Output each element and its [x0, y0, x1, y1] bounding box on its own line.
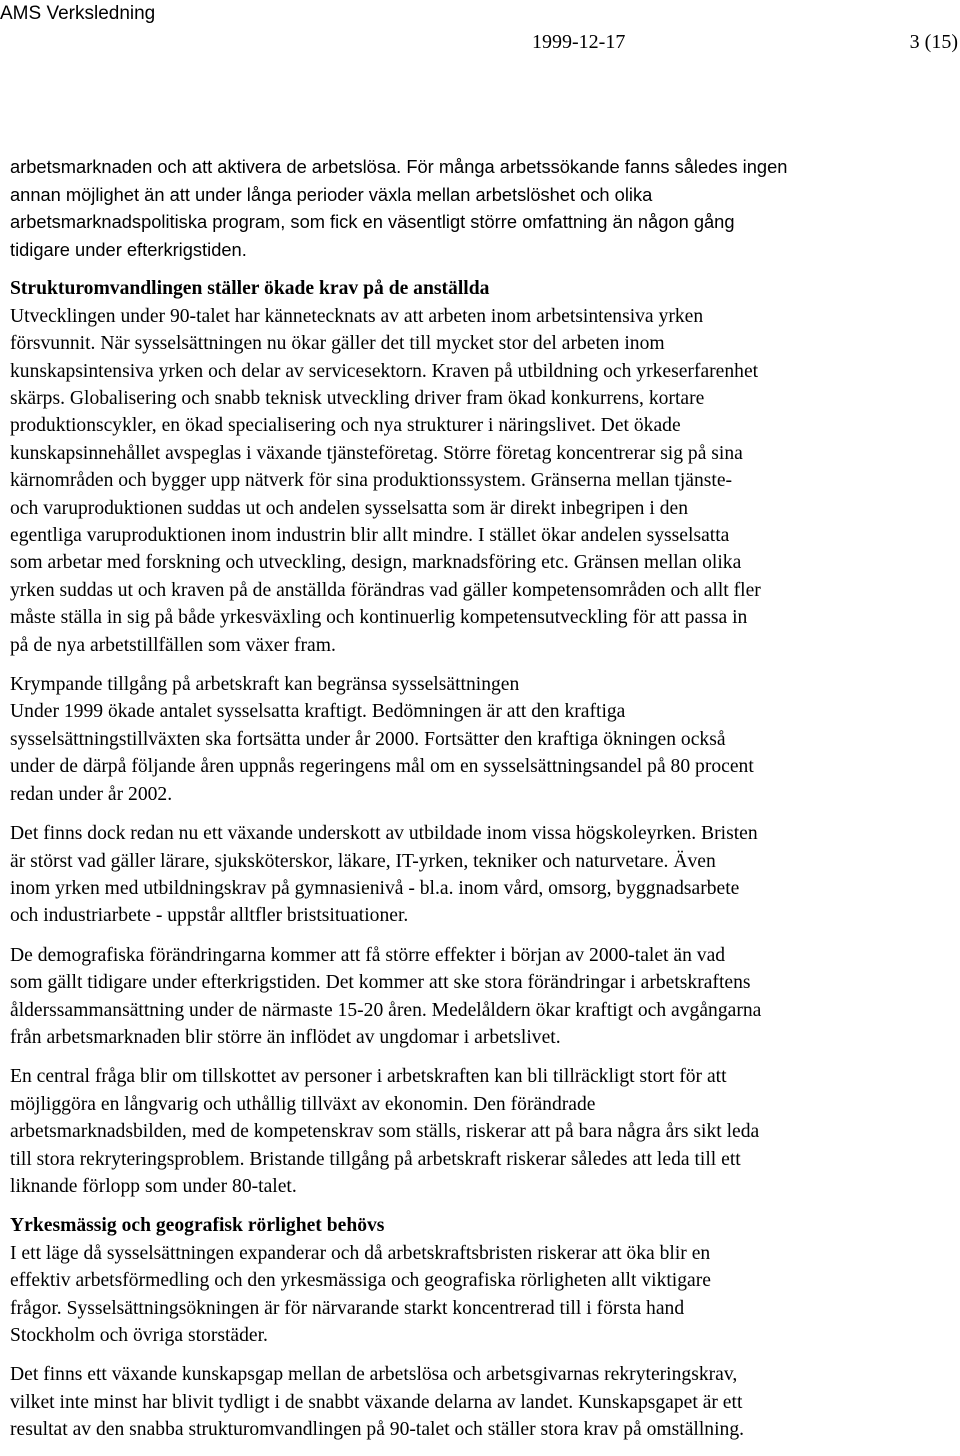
section-heading: Yrkesmässig och geografisk rörlighet behövs [10, 1215, 385, 1237]
text-line: från arbetsmarknaden blir större än inflödet av ungdomar i arbetslivet. [10, 1026, 561, 1048]
text-line: och industriarbete - uppstår alltfler bristsituationer. [10, 905, 409, 927]
text-line: Det finns ett växande kunskapsgap mellan de arbetslösa och arbetsgivarnas rekryteringskrav, [10, 1364, 738, 1386]
text-line: är störst vad gäller lärare, sjuksköterskor, läkare, IT-yrken, tekniker och naturvetare. Även [10, 850, 716, 872]
text-line: vilket inte minst har blivit tydligt i de snabbt växande delarna av landet. Kunskapsgapet är ett [10, 1391, 743, 1413]
text-line: arbetsmarknadspolitiska program, som fick en väsentligt större omfattning än någon gång [10, 211, 735, 233]
text-line: försvunnit. När sysselsättningen nu ökar gäller det till mycket stor del arbeten inom [10, 333, 665, 355]
text-line: möjliggöra en långvarig och uthållig tillväxt av ekonomin. Den förändrade [10, 1093, 596, 1115]
text-line: produktionscykler, en ökad specialisering och nya strukturer i näringslivet. Det ökade [10, 415, 681, 437]
text-line: arbetsmarknadsbilden, med de kompetenskrav som ställs, riskerar att på bara några års sikt leda [10, 1121, 760, 1143]
text-line: Under 1999 ökade antalet sysselsatta kraftigt. Bedömningen är att den kraftiga [10, 701, 626, 723]
text-line: Utvecklingen under 90-talet har kännetecknats av att arbeten inom arbetsintensiva yrken [10, 305, 704, 327]
paragraph-demografiska [10, 942, 950, 1052]
text-line: redan under år 2002. [10, 783, 173, 805]
text-line: måste ställa in sig på både yrkesväxling och kontinuerlig kompetensutveckling för att passa in [10, 607, 748, 629]
header-page-number: 3 (15) [909, 31, 958, 53]
header-date: 1999-12-17 [532, 31, 626, 53]
text-line: skärps. Globalisering och snabb teknisk utveckling driver fram ökad konkurrens, kortare [10, 388, 705, 409]
text-line: till stora rekryteringsproblem. Bristande tillgång på arbetskraft riskerar således att leda till ett [10, 1148, 741, 1170]
text-line: egentliga varuproduktionen inom industrin blir allt mindre. I stället ökar andelen sysselsatta [10, 525, 730, 547]
section-heading: Strukturomvandlingen ställer ökade krav på de anställda [10, 278, 490, 300]
section-krympande-tillgang [10, 671, 950, 808]
text-line: på de nya arbetstillfällen som växer fram. [10, 634, 336, 656]
text-line: De demografiska förändringarna kommer att få större effekter i början av 2000-talet än vad [10, 944, 726, 966]
text-line: arbetsmarknaden och att aktivera de arbetslösa. För många arbetssökande fanns således ingen [10, 156, 788, 177]
text-line: liknande förlopp som under 80-talet. [10, 1175, 297, 1197]
text-line: kunskapsinnehållet avspeglas i växande tjänsteföretag. Större företag koncentrerar sig på sina [10, 442, 743, 464]
text-line: Stockholm och övriga storstäder. [10, 1325, 268, 1346]
text-line: En central fråga blir om tillskottet av personer i arbetskraften kan bli tillräckligt stort för att [10, 1066, 727, 1088]
section-rorlighet [10, 1212, 950, 1349]
text-line: kärnområden och bygger upp nätverk för sina produktionssystem. Gränserna mellan tjänste- [10, 470, 733, 492]
paragraph-underskott [10, 820, 950, 930]
text-line: resultat av den snabba strukturomvandlingen på 90-talet och ställer stora krav på omställning. [10, 1419, 745, 1441]
text-line: kunskapsintensiva yrken och delar av servicesektorn. Kraven på utbildning och yrkeserfarenhet [10, 360, 759, 382]
intro-paragraph [10, 153, 950, 263]
text-line: ålderssammansättning under de närmaste 15-20 åren. Medelåldern ökar kraftigt och avgångarna [10, 999, 762, 1021]
text-line: sysselsättningstillväxten ska fortsätta under år 2000. Fortsätter den kraftiga ökningen också [10, 728, 726, 750]
text-line: inom yrken med utbildningskrav på gymnasienivå - bl.a. inom vård, omsorg, byggnadsarbete [10, 877, 740, 899]
header-organization: AMS Verksledning [0, 3, 156, 24]
text-line: som arbetar med forskning och utveckling, design, marknadsföring etc. Gränsen mellan olika [10, 552, 742, 574]
text-line: frågor. Sysselsättningsökningen är för närvarande starkt koncentrerad till i första hand [10, 1297, 685, 1319]
paragraph-kunskapsgap [10, 1361, 950, 1443]
text-line: och varuproduktionen suddas ut och andelen sysselsatta som är direkt inbegripen i den [10, 497, 688, 519]
text-line: tidigare under efterkrigstiden. [10, 238, 247, 260]
text-line: I ett läge då sysselsättningen expanderar och då arbetskraftsbristen riskerar att öka blir en [10, 1242, 711, 1264]
paragraph-central-fraga [10, 1063, 950, 1200]
text-line: effektiv arbetsförmedling och den yrkesmässiga och geografiska rörligheten allt viktigare [10, 1270, 711, 1292]
text-line: Det finns dock redan nu ett växande underskott av utbildade inom vissa högskoleyrken. Bristen [10, 823, 758, 845]
text-line: som gällt tidigare under efterkrigstiden. Det kommer att ske stora förändringar i arbetskraftens [10, 972, 751, 994]
section-strukturomvandlingen [10, 275, 950, 659]
text-line: annan möjlighet än att under långa perioder växla mellan arbetslöshet och olika [10, 183, 653, 205]
text-line: yrken suddas ut och kraven på de anställda förändras vad gäller kompetensområden och allt fler [10, 579, 761, 601]
document-body [10, 153, 950, 1456]
text-line: under de därpå följande åren uppnås regeringens mål om en sysselsättningsandel på 80 procent [10, 756, 754, 778]
section-heading: Krympande tillgång på arbetskraft kan begränsa sysselsättningen [10, 674, 520, 696]
